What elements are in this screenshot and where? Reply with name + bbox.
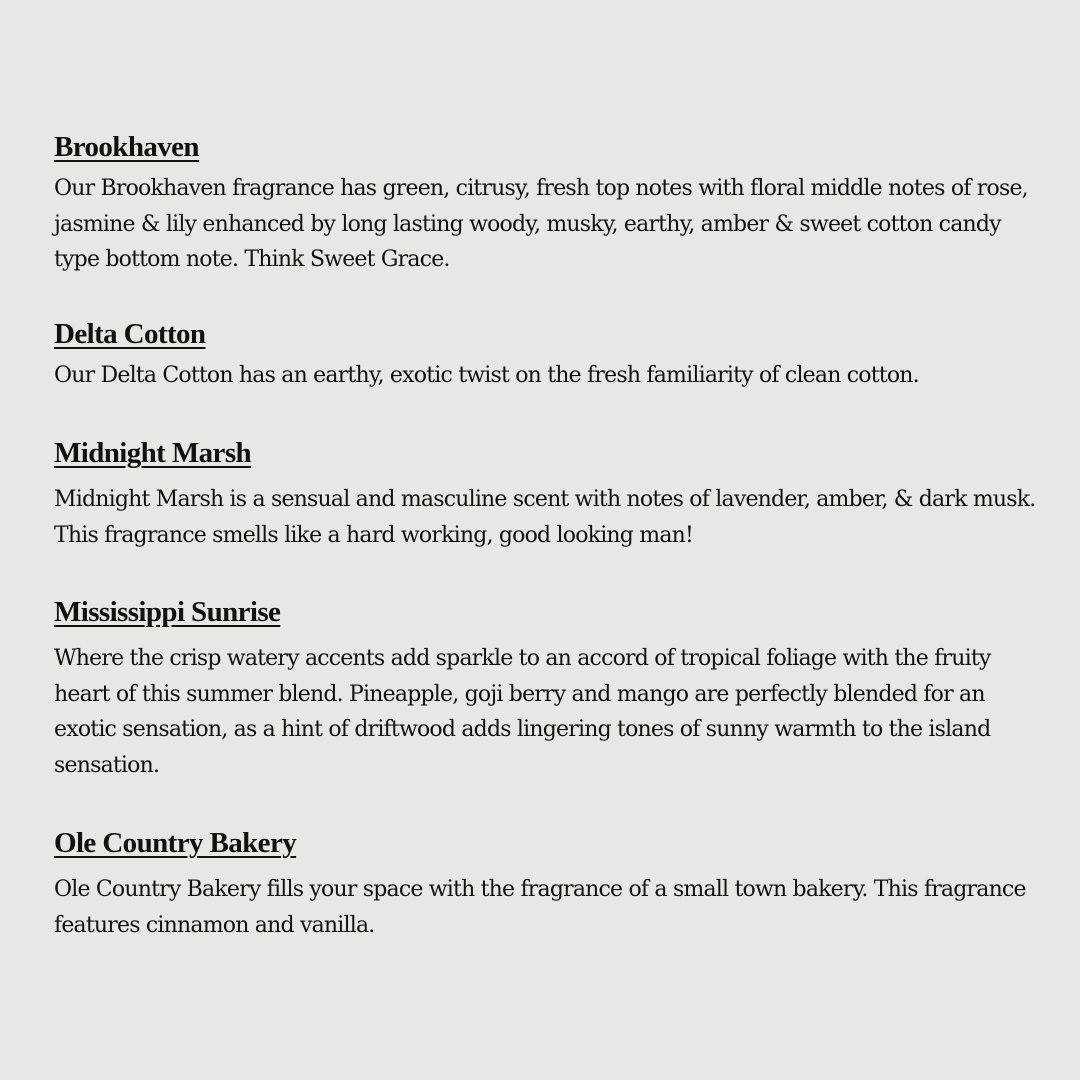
fragrance-section-delta-cotton: [54, 319, 1044, 394]
fragrance-description: Our Delta Cotton has an earthy, exotic twist on the fresh familiarity of clean cotton.: [54, 363, 919, 388]
fragrance-title: Brookhaven: [54, 131, 199, 163]
fragrance-description: Our Brookhaven fragrance has green, citrusy, fresh top notes with floral middle notes of rose, jasmine & lily enhanced by long lasting woody, musky, earthy, amber & sweet cotton candy type bottom note. Think Sweet Grace.: [54, 176, 1028, 272]
fragrance-description: Where the crisp watery accents add sparkle to an accord of tropical foliage with the fruity heart of this summer blend. Pineapple, goji berry and mango are perfectly blended for an exotic sensation, as a hint of driftwood adds lingering tones of sunny warmth to the island sensation.: [54, 646, 991, 778]
fragrance-description: Ole Country Bakery fills your space with the fragrance of a small town bakery. This fragrance features cinnamon and vanilla.: [54, 877, 1026, 938]
fragrance-section-ole-country-bakery: [54, 828, 1044, 943]
fragrance-title: Midnight Marsh: [54, 437, 252, 469]
fragrance-section-mississippi-sunrise: [54, 597, 1044, 783]
fragrance-description: Midnight Marsh is a sensual and masculine scent with notes of lavender, amber, & dark musk. This fragrance smells like a hard working, good looking man!: [54, 487, 1036, 548]
fragrance-section-brookhaven: [54, 132, 1044, 278]
fragrance-title: Mississippi Sunrise: [54, 596, 281, 628]
fragrance-section-midnight-marsh: [54, 438, 1044, 553]
fragrance-title: Ole Country Bakery: [54, 827, 297, 859]
fragrance-title: Delta Cotton: [54, 318, 206, 350]
